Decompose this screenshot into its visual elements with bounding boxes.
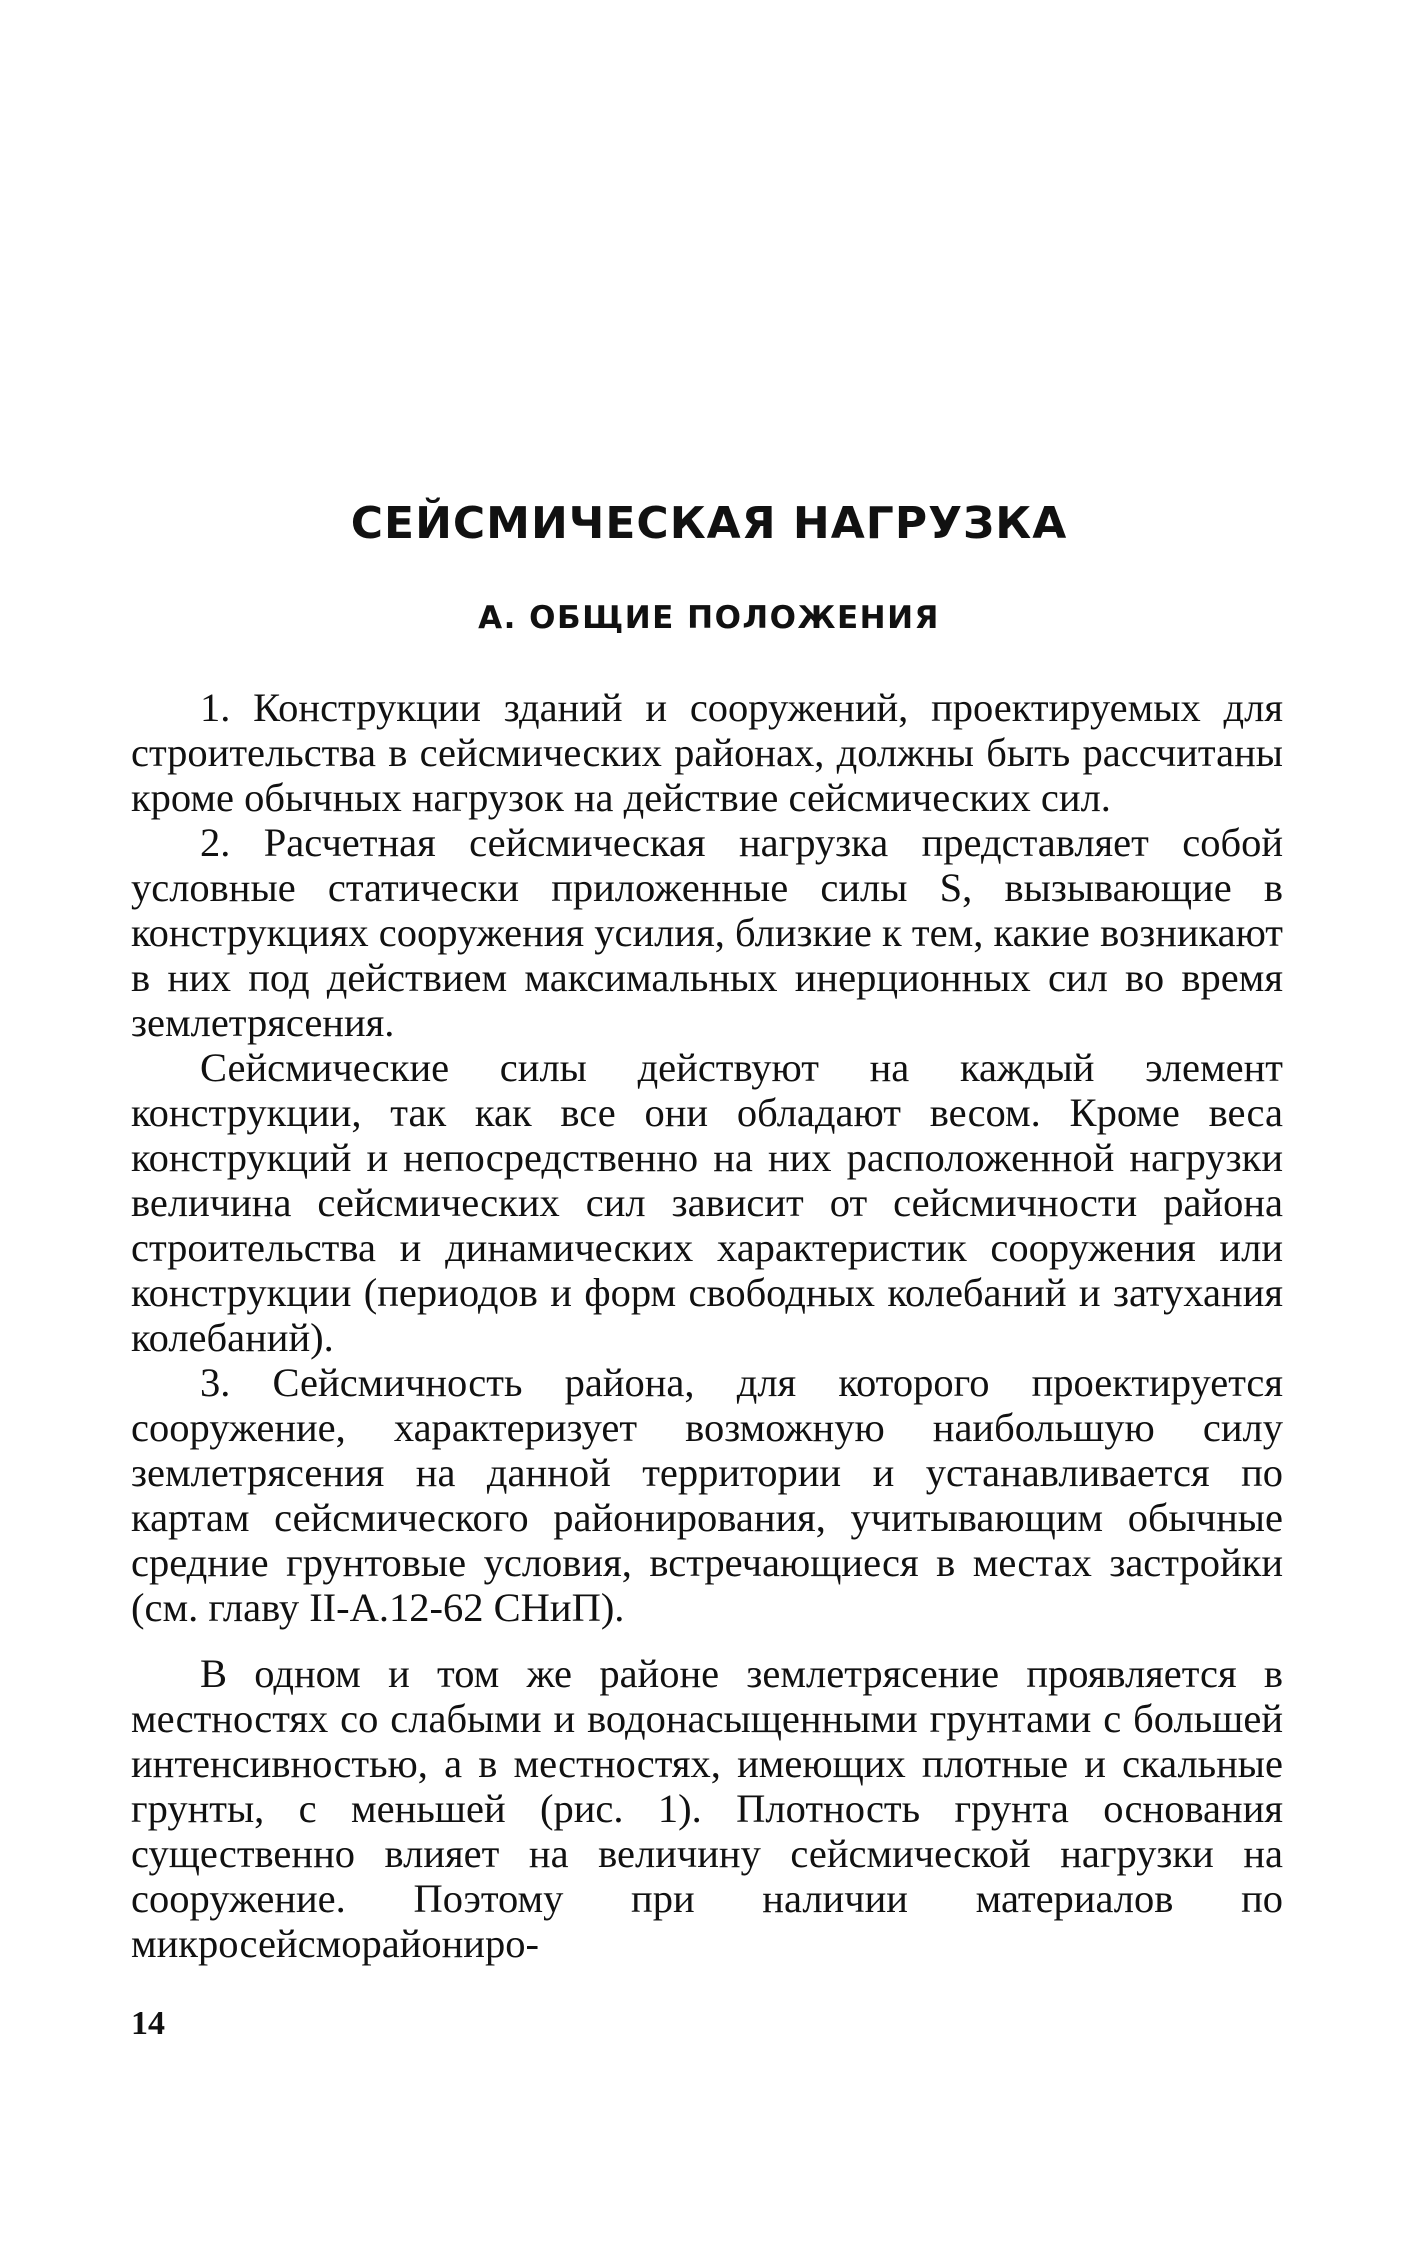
page-number: 14: [131, 2005, 165, 2042]
paragraph-1: 1. Конструкции зданий и сооружений, проектируемых для строительства в сейсмических районах, должны быть рассчитаны кроме обычных нагрузок на действие сейсмических сил.: [131, 685, 1283, 820]
chapter-title: СЕЙСМИЧЕСКАЯ НАГРУЗКА: [350, 498, 1068, 549]
body-text: [131, 685, 1283, 1966]
section-title: А. ОБЩИЕ ПОЛОЖЕНИЯ: [478, 600, 940, 636]
paragraph-4: 3. Сейсмичность района, для которого проектируется сооружение, характеризует возможную наибольшую силу землетрясения на данной территории и устанавливается по картам сейсмического районирования, учитывающим обычные средние грунтовые условия, встречающиеся в местах застройки (см. главу II-А.12-62 СНиП).: [131, 1360, 1283, 1630]
paragraph-3: Сейсмические силы действуют на каждый элемент конструкции, так как все они обладают весом. Кроме веса конструкций и непосредственно на них расположенной нагрузки величина сейсмических сил зависит от сейсмичности района строительства и динамических характеристик сооружения или конструкции (периодов и форм свободных колебаний и затухания колебаний).: [131, 1045, 1283, 1360]
paragraph-5: В одном и том же районе землетрясение проявляется в местностях со слабыми и водонасыщенными грунтами с большей интенсивностью, а в местностях, имеющих плотные и скальные грунты, с меньшей (рис. 1). Плотность грунта основания существенно влияет на величину сейсмической нагрузки на сооружение. Поэтому при наличии материалов по микросейсморайониро-: [131, 1651, 1283, 1966]
paragraph-2: 2. Расчетная сейсмическая нагрузка представляет собой условные статически приложенные силы S, вызывающие в конструкциях сооружения усилия, близкие к тем, какие возникают в них под действием максимальных инерционных сил во время землетрясения.: [131, 820, 1283, 1045]
